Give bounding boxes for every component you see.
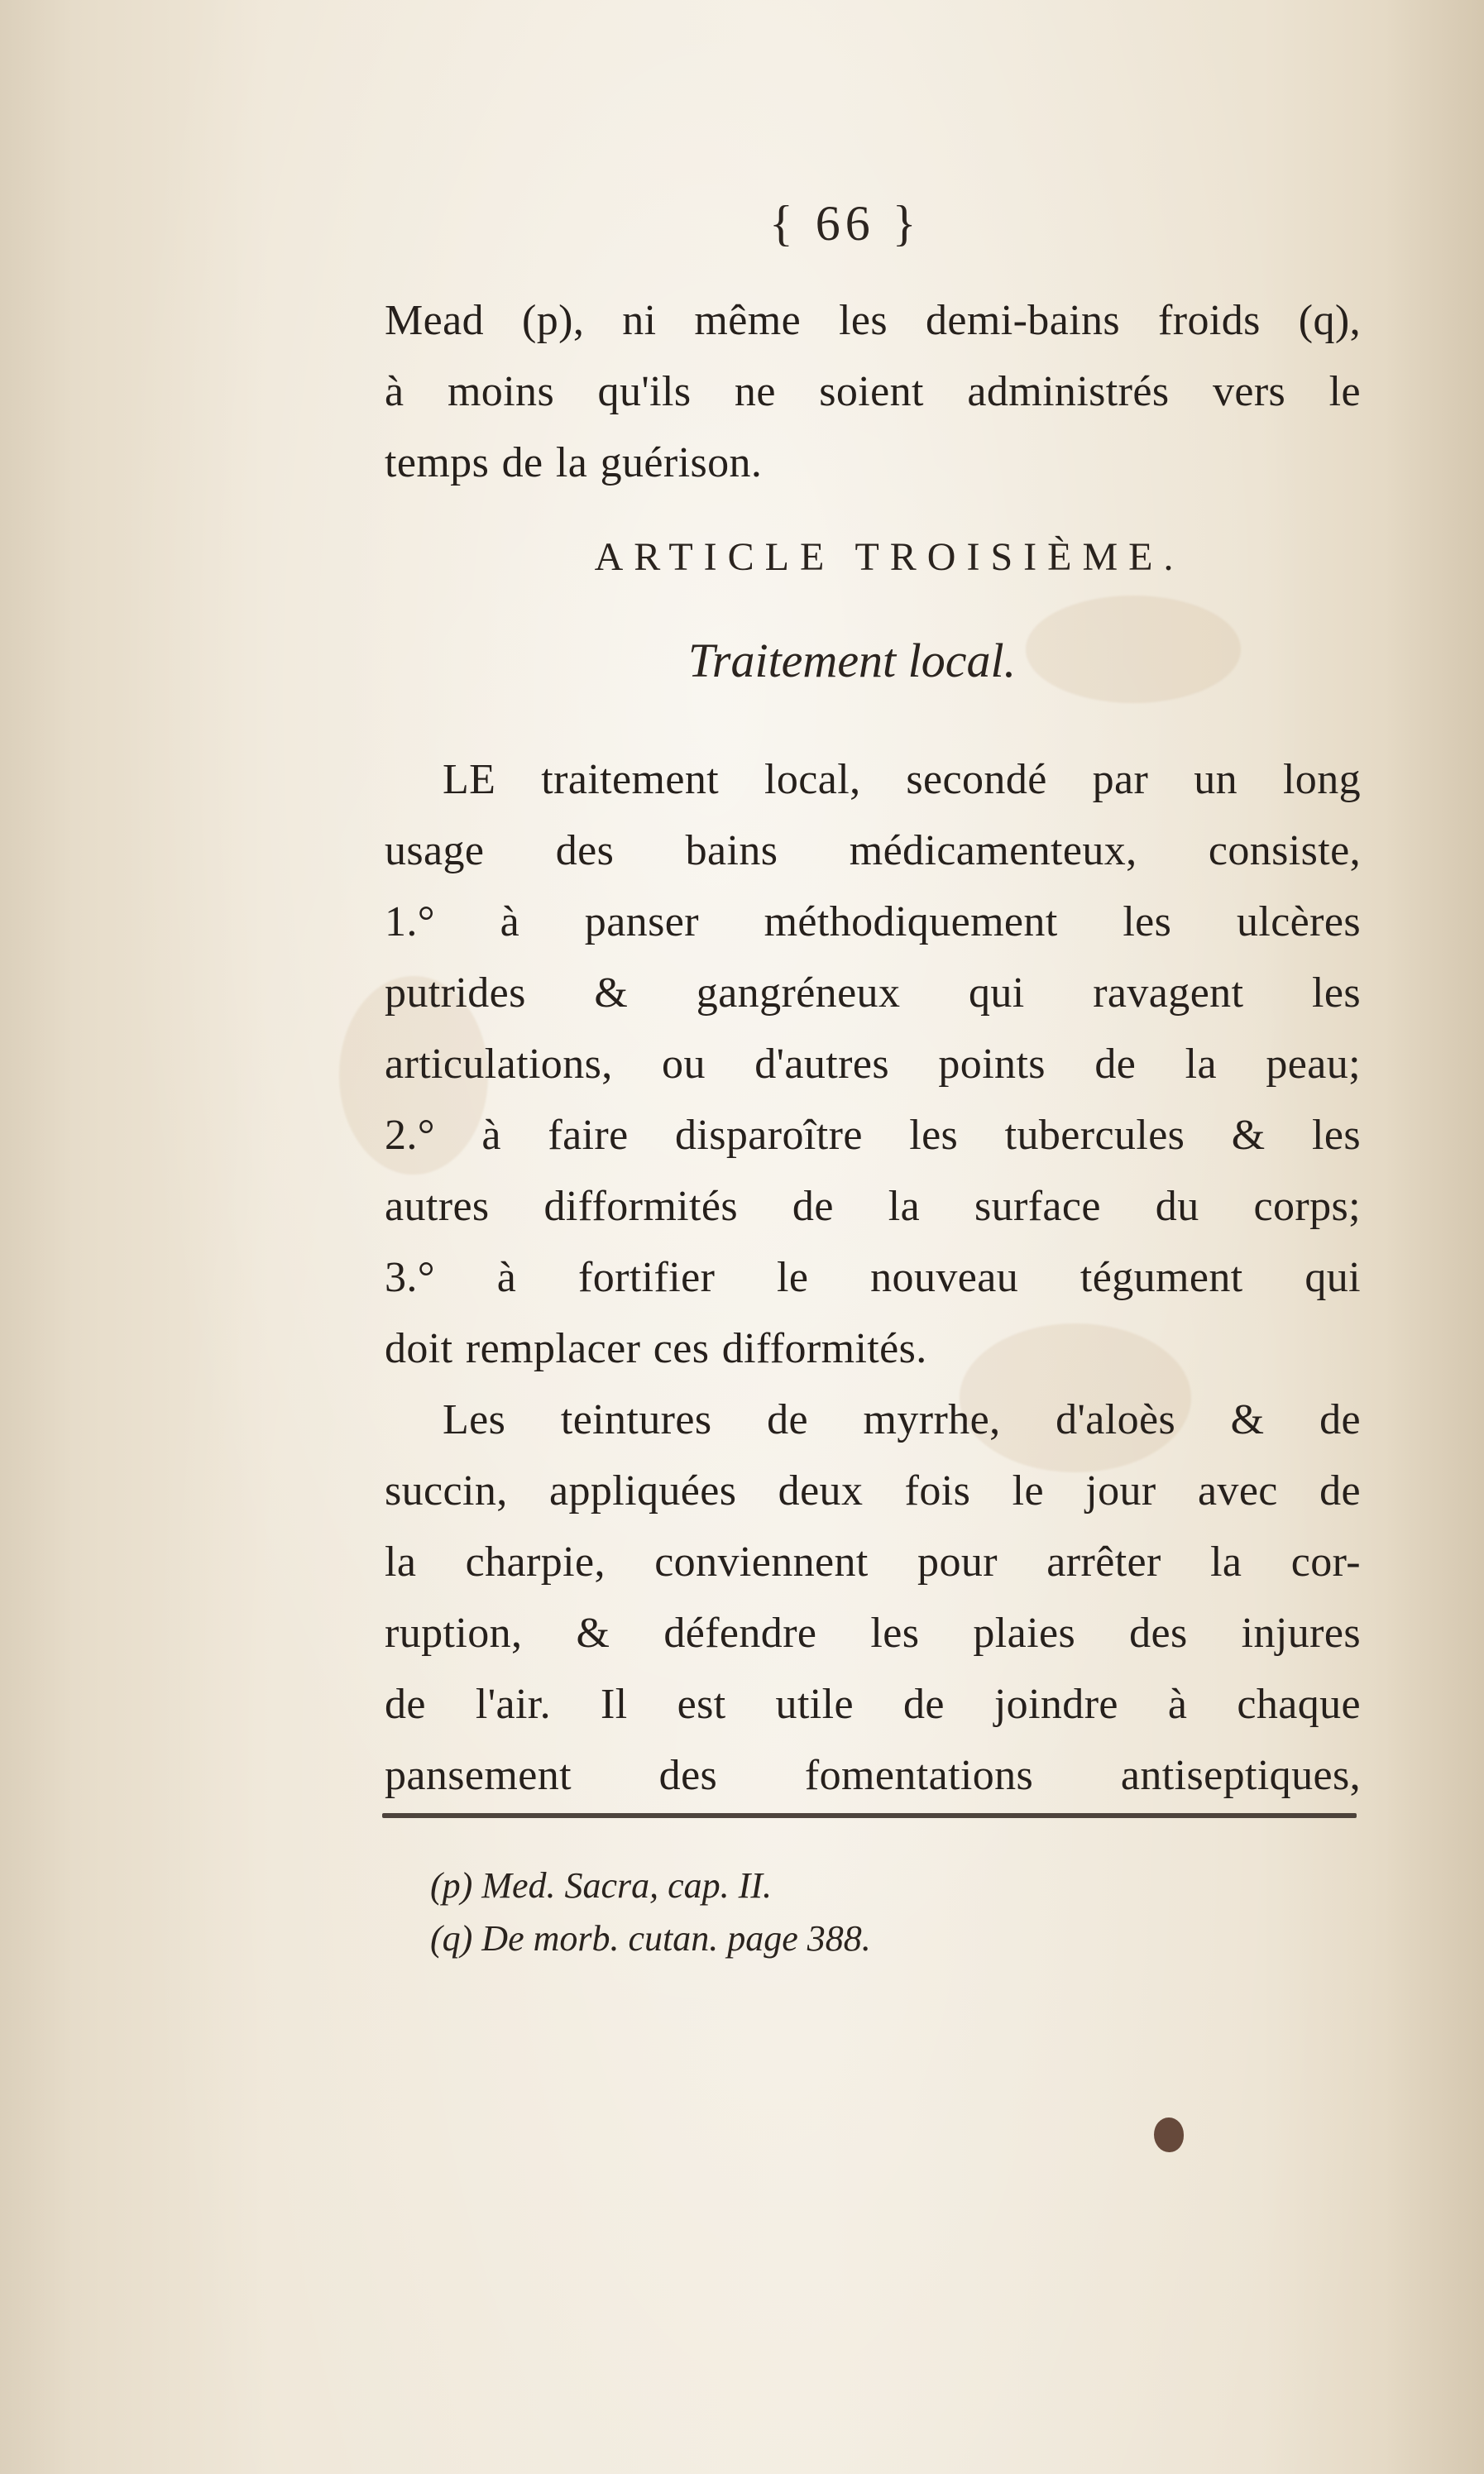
paragraph-line: succin, appliquées deux fois le jour avec de: [385, 1467, 1361, 1515]
section-heading: ARTICLE TROISIÈME.: [594, 535, 1185, 579]
paragraph-line: LE traitement local, secondé par un long: [443, 756, 1361, 803]
text-line: à moins qu'ils ne soient administrés vers le: [385, 368, 1361, 415]
paragraph-line: articulations, ou d'autres points de la peau;: [385, 1041, 1361, 1088]
footnote-line: (p) Med. Sacra, cap. II.: [430, 1865, 772, 1906]
paragraph-line: doit remplacer ces difformités.: [385, 1325, 927, 1372]
footnote-line: (q) De morb. cutan. page 388.: [430, 1918, 871, 1959]
continuation-text: [385, 285, 1361, 499]
footnotes: [430, 1859, 1340, 1965]
paragraph-line: pansement des fomentations antiseptiques,: [385, 1752, 1361, 1799]
paragraph-line: autres difformités de la surface du corps;: [385, 1183, 1361, 1230]
paragraph-line: 1.° à panser méthodiquement les ulcères: [385, 898, 1361, 945]
text-line: Mead (p), ni même les demi-bains froids (q),: [385, 297, 1361, 344]
paragraph-line: de l'air. Il est utile de joindre à chaque: [385, 1681, 1361, 1728]
paragraph-line: Les teintures de myrrhe, d'aloès & de: [443, 1396, 1361, 1443]
main-text: [385, 744, 1361, 1811]
page-number: { 66 }: [769, 196, 922, 251]
section-subheading: Traitement local.: [687, 634, 1017, 687]
paragraph-line: usage des bains médicamenteux, consiste,: [385, 827, 1361, 874]
footnote-separator: [382, 1813, 1357, 1818]
paragraph-line: putrides & gangréneux qui ravagent les: [385, 969, 1361, 1017]
paragraph-line: 2.° à faire disparoître les tubercules & les: [385, 1112, 1361, 1159]
ink-spot: [1154, 2117, 1184, 2152]
right-page-shadow: [1385, 0, 1484, 2474]
paragraph-line: la charpie, conviennent pour arrêter la cor-: [385, 1538, 1361, 1586]
paragraph-line: 3.° à fortifier le nouveau tégument qui: [385, 1254, 1361, 1301]
left-page-shadow: [0, 0, 74, 2474]
paragraph-line: ruption, & défendre les plaies des injures: [385, 1610, 1361, 1657]
text-line: temps de la guérison.: [385, 439, 763, 486]
